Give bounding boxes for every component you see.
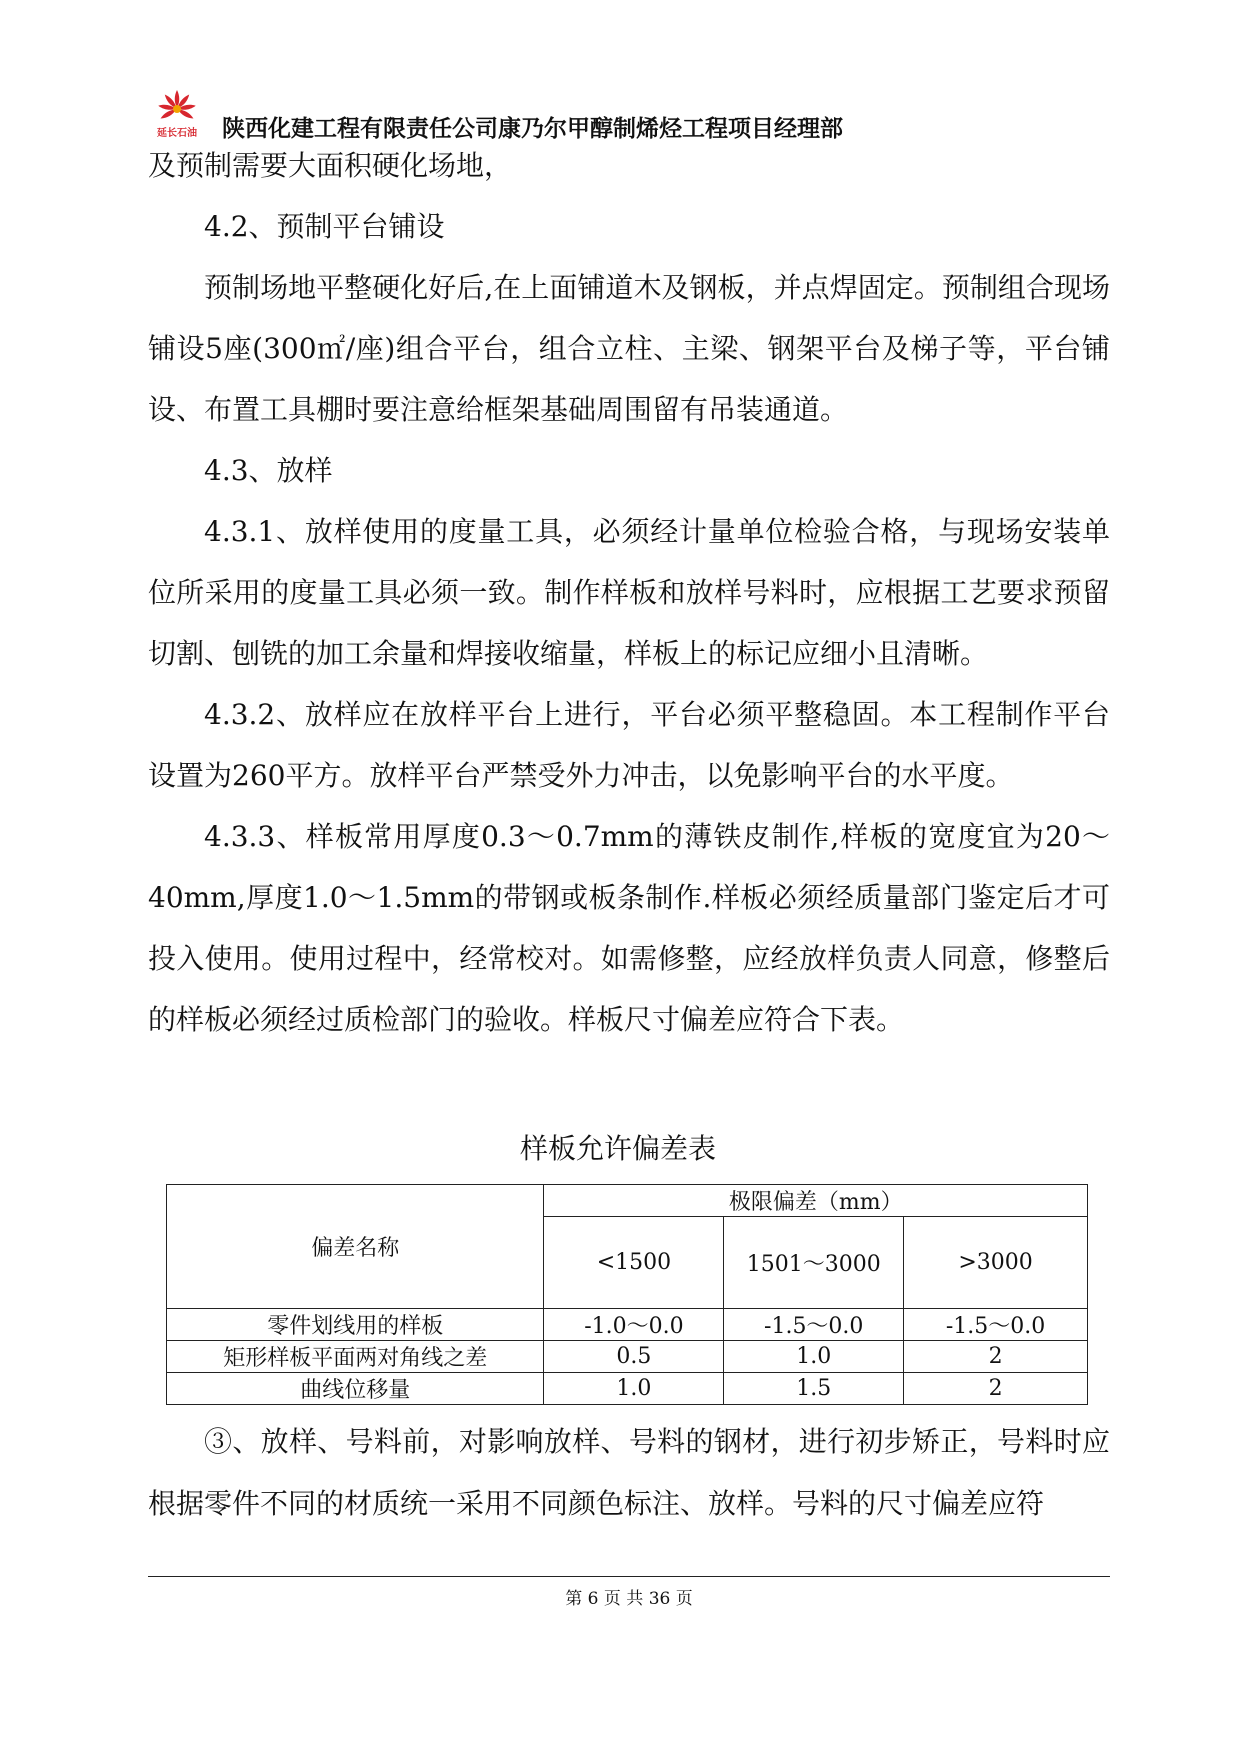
row-value: 1.0 — [544, 1373, 724, 1405]
table-title: 样板允许偏差表 — [519, 1132, 716, 1165]
footer-divider — [148, 1576, 1110, 1577]
row-name: 矩形样板平面两对角线之差 — [167, 1341, 544, 1373]
header-title: 陕西化建工程有限责任公司康乃尔甲醇制烯烃工程项目经理部 — [222, 116, 843, 142]
paragraph-after-table — [148, 1411, 1110, 1535]
table-row — [167, 1373, 1088, 1405]
deviation-table — [166, 1184, 1088, 1405]
header-col-2: 1501～3000 — [724, 1217, 904, 1309]
page-number: 第 6 页 共 36 页 — [565, 1589, 693, 1609]
document-body — [148, 135, 1110, 1050]
row-value: 2 — [904, 1341, 1088, 1373]
header-limit-deviation: 极限偏差（mm） — [544, 1185, 1088, 1217]
paragraph-continuation: 及预制需要大面积硬化场地， — [148, 149, 513, 182]
paragraph-marking: ③、放样、号料前，对影响放样、号料的钢材，进行初步矫正，号料时应根据零件不同的材质统一采用不同颜色标注、放样。号料的尺寸偏差应符 — [148, 1425, 1110, 1520]
row-name: 零件划线用的样板 — [167, 1309, 544, 1341]
header-col-3: >3000 — [904, 1217, 1088, 1309]
row-value: 1.0 — [724, 1341, 904, 1373]
table-row — [167, 1341, 1088, 1373]
row-value: 1.5 — [724, 1373, 904, 1405]
page-header — [148, 82, 1108, 140]
row-value: -1.5～0.0 — [724, 1309, 904, 1341]
header-deviation-name: 偏差名称 — [167, 1185, 544, 1309]
paragraph-4-3-2: 4.3.2、放样应在放样平台上进行，平台必须平整稳固。本工程制作平台设置为260平方。放样平台严禁受外力冲击，以免影响平台的水平度。 — [148, 698, 1110, 792]
row-value: 0.5 — [544, 1341, 724, 1373]
row-value: 2 — [904, 1373, 1088, 1405]
section-heading-4-3: 4.3、放样 — [204, 454, 333, 487]
row-value: -1.0～0.0 — [544, 1309, 724, 1341]
paragraph-4-3-3: 4.3.3、样板常用厚度0.3～0.7mm的薄铁皮制作,样板的宽度宜为20～40mm,厚度1.0～1.5mm的带钢或板条制作.样板必须经质量部门鉴定后才可投入使用。使用过程中，经常校对。如需修整，应经放样负责人同意，修整后的样板必须经过质检部门的验收。样板尺寸偏差应符合下表。 — [148, 820, 1110, 1036]
header-col-1: <1500 — [544, 1217, 724, 1309]
row-name: 曲线位移量 — [167, 1373, 544, 1405]
section-heading-4-2: 4.2、预制平台铺设 — [204, 210, 445, 243]
paragraph-4-3-1: 4.3.1、放样使用的度量工具，必须经计量单位检验合格，与现场安装单位所采用的度量工具必须一致。制作样板和放样号料时，应根据工艺要求预留切割、刨铣的加工余量和焊接收缩量，样板上的标记应细小且清晰。 — [148, 515, 1110, 670]
company-logo — [148, 82, 206, 140]
table-row — [167, 1309, 1088, 1341]
row-value: -1.5～0.0 — [904, 1309, 1088, 1341]
logo-text: 延长石油 — [157, 128, 197, 139]
paragraph-platform: 预制场地平整硬化好后,在上面铺道木及钢板，并点焊固定。预制组合现场铺设5座(300㎡/座)组合平台，组合立柱、主梁、钢架平台及梯子等，平台铺设、布置工具棚时要注意给框架基础周围留有吊装通道。 — [148, 271, 1110, 426]
